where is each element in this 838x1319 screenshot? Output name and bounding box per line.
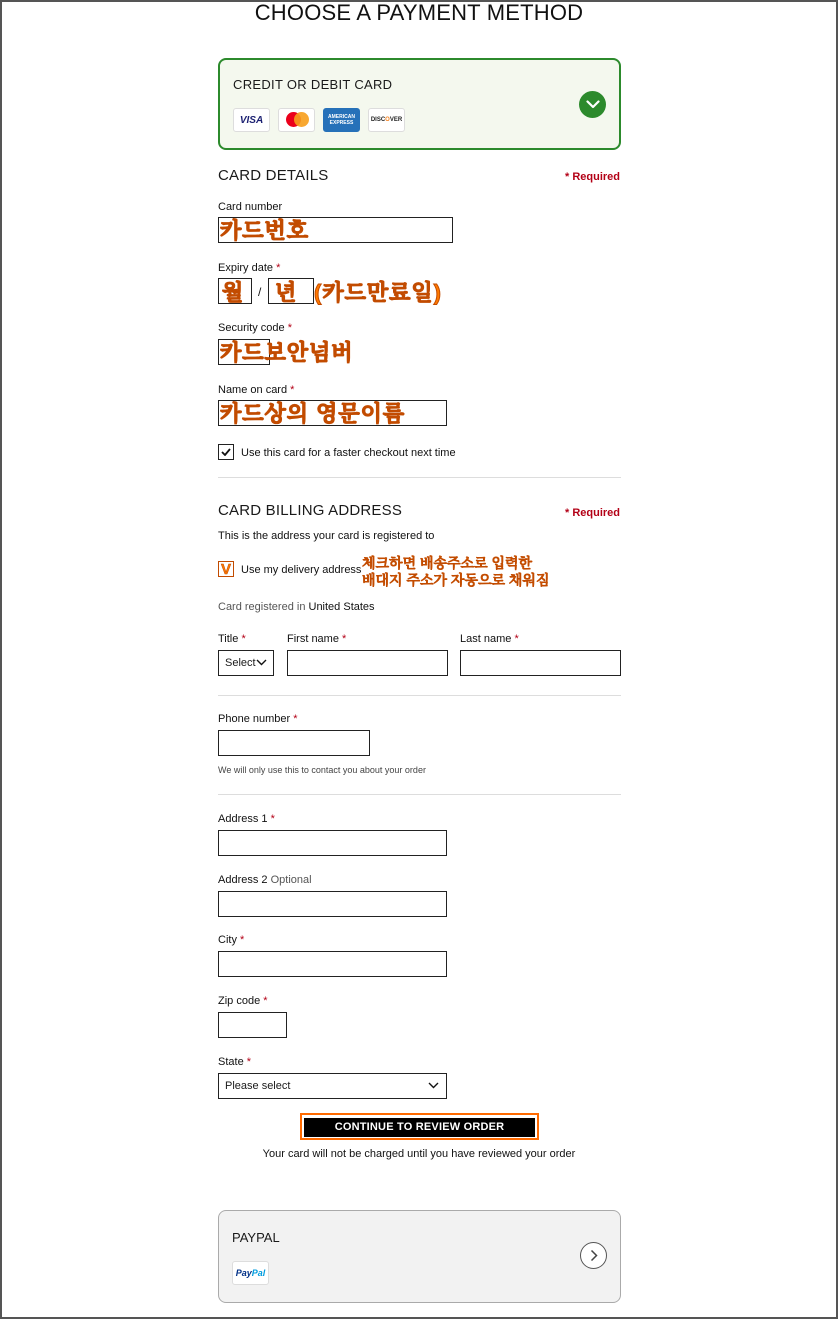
use-delivery-address-mark: V — [220, 560, 231, 578]
paypal-option-title: PAYPAL — [232, 1230, 280, 1245]
paypal-logo: Pay Pal — [232, 1261, 269, 1285]
last-name-input[interactable] — [460, 650, 621, 676]
section-divider — [218, 477, 621, 478]
charge-note: Your card will not be charged until you have reviewed your order — [262, 1148, 576, 1160]
name-on-card-label: Name on card * — [218, 384, 295, 396]
save-card-label: Use this card for a faster checkout next time — [241, 447, 456, 459]
address1-input[interactable] — [218, 830, 447, 856]
delivery-annotation-line2: 배대지 주소가 자동으로 채워짐 — [362, 572, 550, 588]
first-name-label: First name * — [287, 633, 347, 645]
billing-subtitle: This is the address your card is registered to — [218, 530, 435, 542]
state-select-value: Please select — [225, 1080, 291, 1092]
card-number-label: Card number — [218, 201, 283, 213]
zip-input[interactable] — [218, 1012, 287, 1038]
city-label: City * — [218, 934, 245, 946]
visa-logo: VISA — [233, 108, 270, 132]
address2-input[interactable] — [218, 891, 447, 917]
save-card-checkbox[interactable] — [218, 444, 234, 460]
card-details-heading: CARD DETAILS — [218, 167, 329, 184]
name-on-card-annotation: 카드상의 영문이름 — [220, 401, 406, 426]
required-note: * Required — [564, 171, 620, 183]
phone-label: Phone number * — [218, 713, 298, 725]
continue-to-review-button[interactable]: CONTINUE TO REVIEW ORDER — [304, 1118, 535, 1137]
credit-card-option-title: CREDIT OR DEBIT CARD — [233, 77, 393, 92]
security-code-annotation: 카드보안넘버 — [220, 340, 354, 365]
section-divider — [218, 794, 621, 795]
checkmark-icon — [221, 448, 231, 456]
billing-heading: CARD BILLING ADDRESS — [218, 502, 403, 519]
last-name-label: Last name * — [460, 633, 519, 645]
zip-label: Zip code * — [218, 995, 268, 1007]
chevron-down-icon — [256, 659, 267, 666]
title-select-value: Select — [225, 657, 256, 669]
phone-input[interactable] — [218, 730, 370, 756]
discover-logo: DISC O VER — [368, 108, 405, 132]
mastercard-logo — [278, 108, 315, 132]
use-delivery-address-checkbox[interactable] — [218, 561, 234, 577]
state-label: State * — [218, 1056, 252, 1068]
chevron-right-icon[interactable] — [580, 1242, 607, 1269]
expiry-year-annotation: 년 — [275, 280, 298, 305]
expiry-separator: / — [258, 285, 262, 299]
address2-label: Address 2 Optional — [218, 874, 312, 886]
state-select[interactable] — [218, 1073, 447, 1099]
title-select[interactable] — [218, 650, 274, 676]
expiry-month-annotation: 월 — [222, 280, 245, 305]
expiry-annotation: (카드만료일) — [314, 280, 442, 305]
address1-label: Address 1 * — [218, 813, 275, 825]
billing-required-note: * Required — [564, 507, 620, 519]
first-name-input[interactable] — [287, 650, 448, 676]
expiry-date-label: Expiry date * — [218, 262, 281, 274]
city-input[interactable] — [218, 951, 447, 977]
paypal-option[interactable] — [218, 1210, 621, 1303]
chevron-down-icon — [428, 1082, 439, 1089]
title-label: Title * — [218, 633, 246, 645]
phone-note: We will only use this to contact you about your order — [218, 765, 426, 775]
credit-card-option[interactable] — [218, 58, 621, 150]
chevron-down-icon[interactable] — [579, 91, 606, 118]
card-logos — [233, 108, 405, 132]
delivery-annotation-line1: 체크하면 배송주소로 입력한 — [362, 555, 533, 571]
section-divider — [218, 695, 621, 696]
use-delivery-address-label: Use my delivery address — [241, 564, 362, 576]
continue-button-highlight — [300, 1113, 539, 1140]
amex-logo: AMERICAN EXPRESS — [323, 108, 360, 132]
card-registered-country: Card registered in United States — [218, 601, 375, 613]
page-title: CHOOSE A PAYMENT METHOD — [254, 0, 584, 25]
security-code-label: Security code * — [218, 322, 292, 334]
card-number-annotation: 카드번호 — [220, 218, 310, 243]
